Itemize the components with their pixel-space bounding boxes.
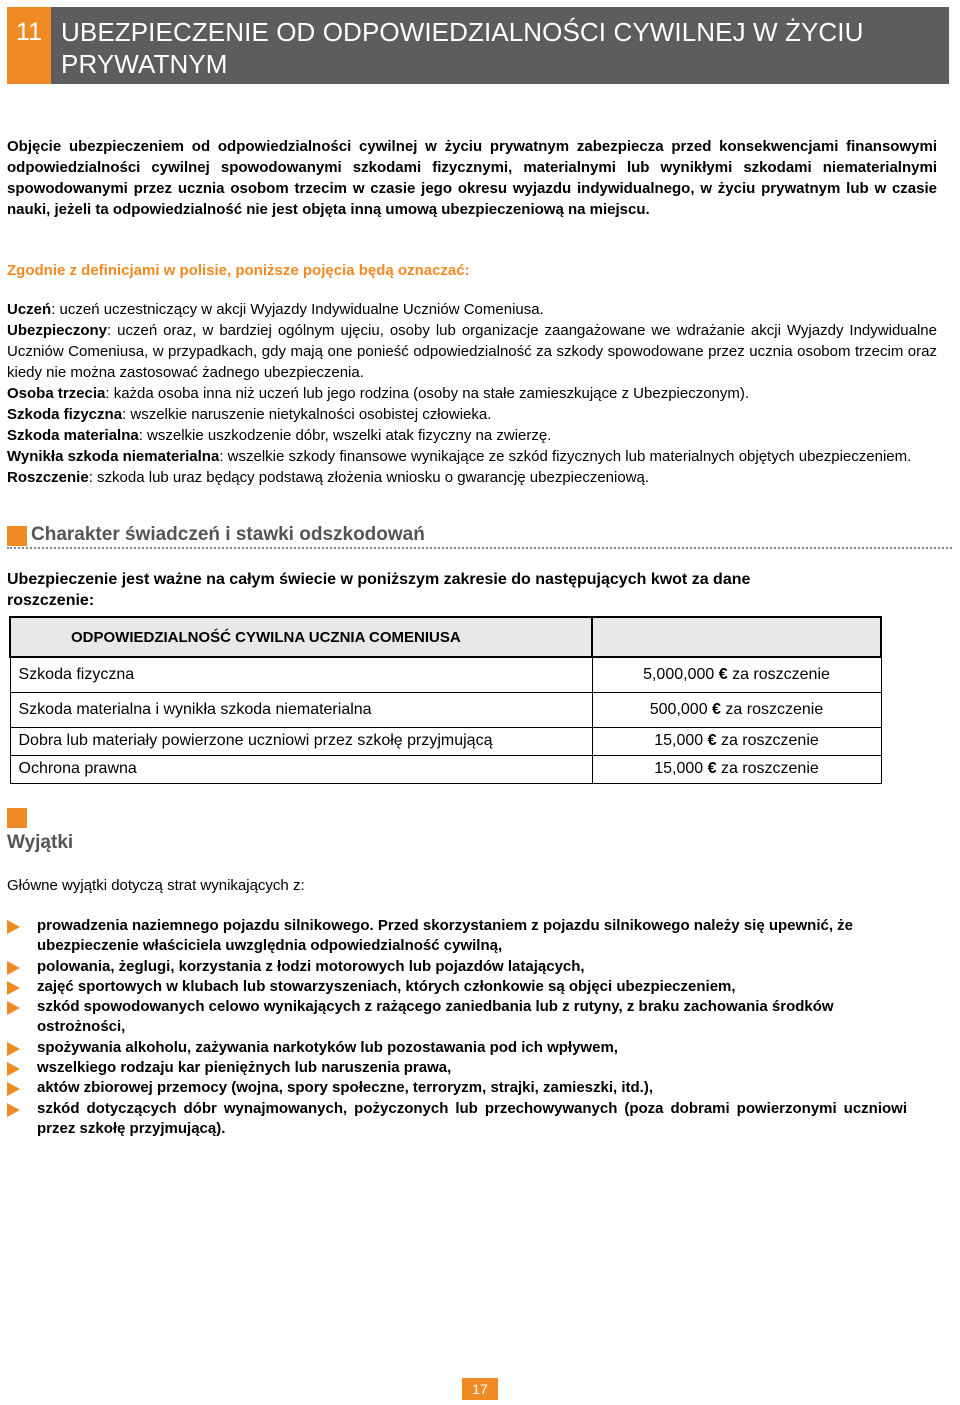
coverage-intro: Ubezpieczenie jest ważne na całym świecie w poniższym zakresie do następujących kwot za dane roszczenie: <box>7 571 751 609</box>
definitions-list <box>7 299 937 488</box>
definition-text: : wszelkie uszkodzenie dóbr, wszelki atak fizyczny na zwierzę. <box>138 427 552 444</box>
arrow-right-icon <box>7 920 20 934</box>
arrow-right-icon <box>7 1001 20 1015</box>
euro-icon: € <box>707 760 717 777</box>
definition-item <box>7 404 937 425</box>
section-heading-benefits <box>7 522 952 549</box>
table-cell-amount: 500,000 € za roszczenie <box>592 692 881 727</box>
chapter-title: UBEZPIECZENIE OD ODPOWIEDZIALNOŚCI CYWILNEJ W ŻYCIU PRYWATNYM <box>51 7 949 84</box>
table-cell-label: Szkoda fizyczna <box>10 657 592 692</box>
table-header-cell: ODPOWIEDZIALNOŚĆ CYWILNA UCZNIA COMENIUSA <box>10 617 592 657</box>
definition-term: Szkoda materialna <box>7 427 139 444</box>
euro-icon: € <box>718 665 728 683</box>
definition-term: Roszczenie <box>7 469 89 486</box>
table-row <box>10 727 881 755</box>
list-item: prowadzenia naziemnego pojazdu silnikowego. Przed skorzystaniem z pojazdu silnikowego należy się upewnić, że ubezpieczenie właściciela uwzględnia odpowiedzialność cywilną, <box>7 916 907 957</box>
orange-square-icon <box>7 808 27 828</box>
euro-icon: € <box>707 732 717 749</box>
section-title-exceptions: Wyjątki <box>7 832 74 853</box>
definition-text: : każda osoba inna niż uczeń lub jego rodzina (osoby na stałe zamieszkujące z Ubezpieczonym). <box>105 385 750 402</box>
page-number: 17 <box>462 1378 498 1400</box>
arrow-right-icon <box>7 1103 20 1117</box>
arrow-right-icon <box>7 1082 20 1096</box>
section-title: Charakter świadczeń i stawki odszkodowań <box>31 524 425 545</box>
definition-item <box>7 320 937 383</box>
coverage-table <box>9 616 882 784</box>
page-header <box>7 7 949 84</box>
table-cell-label: Dobra lub materiały powierzone uczniowi przez szkołę przyjmującą <box>10 727 592 755</box>
exceptions-list <box>7 916 907 1139</box>
list-item: spożywania alkoholu, zażywania narkotyków lub pozostawania pod ich wpływem, <box>7 1038 907 1058</box>
table-row <box>10 755 881 783</box>
exceptions-intro: Główne wyjątki dotyczą strat wynikających z: <box>7 877 305 894</box>
table-cell-label: Szkoda materialna i wynikła szkoda niematerialna <box>10 692 592 727</box>
definition-text: : wszelkie naruszenie nietykalności osobistej człowieka. <box>122 406 492 423</box>
definition-term: Uczeń <box>7 301 52 318</box>
list-item: wszelkiego rodzaju kar pieniężnych lub naruszenia prawa, <box>7 1058 907 1078</box>
list-item: polowania, żeglugi, korzystania z łodzi motorowych lub pojazdów latających, <box>7 957 907 977</box>
definition-item <box>7 383 937 404</box>
intro-paragraph: Objęcie ubezpieczeniem od odpowiedzialności cywilnej w życiu prywatnym zabezpiecza przed konsekwencjami finansowymi odpowiedzialności cywilnej spowodowanymi szkodami fizycznymi, materialnymi lub wynikłymi szkodami niematerialnymi spowodowanymi przez ucznia osobom trzecim w czasie jego okresu wyjazdu indywidualnego, w życiu prywatnym lub w czasie nauki, jeżeli ta odpowiedzialność nie jest objęta inną umową ubezpieczeniową na miejscu. <box>7 138 937 218</box>
definitions-intro: Zgodnie z definicjami w polisie, poniższe pojęcia będą oznaczać: <box>7 262 470 279</box>
arrow-right-icon <box>7 981 20 995</box>
arrow-right-icon <box>7 961 20 975</box>
definition-item <box>7 299 937 320</box>
euro-icon: € <box>712 700 721 718</box>
arrow-right-icon <box>7 1062 20 1076</box>
orange-square-icon <box>7 526 27 546</box>
list-item: zajęć sportowych w klubach lub stowarzyszeniach, których członkowie są objęci ubezpieczeniem, <box>7 977 907 997</box>
arrow-right-icon <box>7 1042 20 1056</box>
definition-item <box>7 425 937 446</box>
definition-text: : uczeń uczestniczący w akcji Wyjazdy Indywidualne Uczniów Comeniusa. <box>51 301 544 318</box>
chapter-number: 11 <box>7 7 51 84</box>
definition-term: Wynikła szkoda niematerialna <box>7 448 220 465</box>
definition-text: : szkoda lub uraz będący podstawą złożenia wniosku o gwarancję ubezpieczeniową. <box>88 469 650 486</box>
table-cell-label: Ochrona prawna <box>10 755 592 783</box>
list-item: szkód dotyczących dóbr wynajmowanych, pożyczonych lub przechowywanych (poza dobrami powierzonymi uczniowi przez szkołę przyjmującą). <box>7 1099 907 1140</box>
list-item: szkód spowodowanych celowo wynikających z rażącego zaniedbania lub z rutyny, z braku zachowania środków ostrożności, <box>7 997 907 1038</box>
table-row <box>10 692 881 727</box>
table-cell-amount: 15,000 € za roszczenie <box>592 727 881 755</box>
table-cell-amount: 15,000 € za roszczenie <box>592 755 881 783</box>
list-item: aktów zbiorowej przemocy (wojna, spory społeczne, terroryzm, strajki, zamieszki, itd.), <box>7 1078 907 1098</box>
definition-term: Ubezpieczony <box>7 322 108 339</box>
table-header-cell-empty <box>592 617 881 657</box>
definition-term: Szkoda fizyczna <box>7 406 123 423</box>
definition-term: Osoba trzecia <box>7 385 106 402</box>
definition-text: : uczeń oraz, w bardziej ogólnym ujęciu, osoby lub organizacje zaangażowane we wdrażanie akcji Wyjazdy Indywidualne Uczniów Comeniusa, w przypadkach, gdy mają one ponieść odpowiedzialność za szkody spowodowane przez ucznia osobom trzecim oraz kiedy nie można zastosować żadnego ubezpieczenia. <box>7 322 937 381</box>
table-header-row <box>10 617 881 657</box>
table-cell-amount: 5,000,000 € za roszczenie <box>592 657 881 692</box>
definition-item <box>7 467 937 488</box>
definition-item <box>7 446 937 467</box>
definition-text: : wszelkie szkody finansowe wynikające ze szkód fizycznych lub materialnych objętych ubezpieczeniem. <box>219 448 912 465</box>
table-row <box>10 657 881 692</box>
